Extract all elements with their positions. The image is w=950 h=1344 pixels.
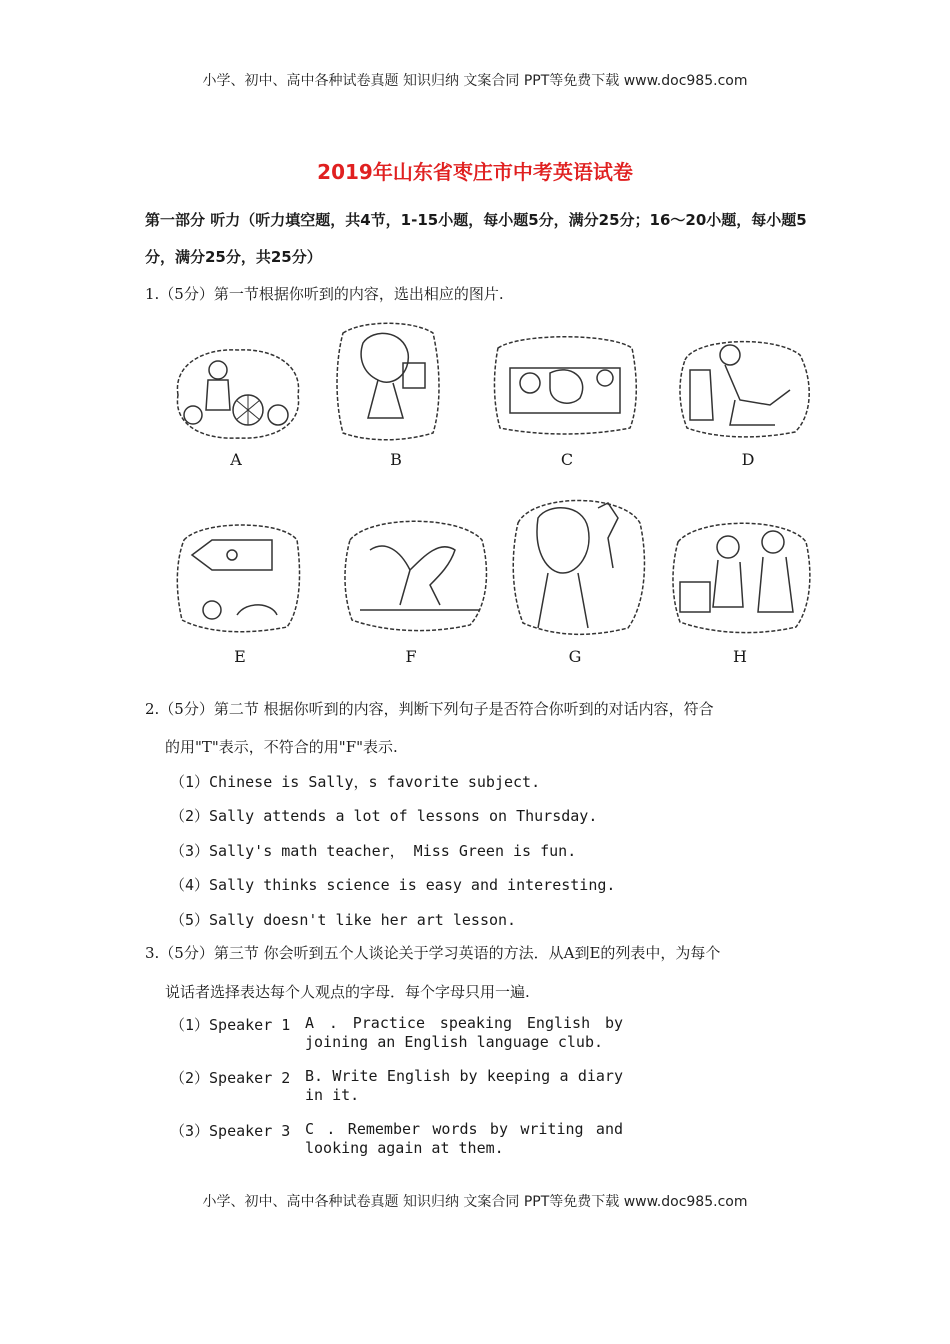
picture-label-b: B [390,450,402,469]
picture-a [168,340,308,445]
picture-label-f: F [405,647,417,666]
picture-b [333,318,443,443]
footer-banner: 小学、初中、高中各种试卷真题 知识归纳 文案合同 PPT等免费下载 www.doc985.com [202,1194,748,1210]
q2-item-5: （5）Sally doesn't like her art lesson. [170,911,517,929]
q3-option-c: C . Remember words by writing and looking again at them. [305,1120,623,1157]
part1-heading: 第一部分 听力（听力填空题，共4节，1-15小题，每小题5分，满分25分；16～20小题，每小题5分，满分25分，共25分） [145,211,807,266]
picture-e [172,515,302,635]
q2-item-1: （1）Chinese is Sally，s favorite subject. [170,773,541,791]
picture-label-g: G [568,647,582,666]
q2-item-3: （3）Sally's math teacher， Miss Green is fun. [170,842,577,860]
q1-text: 1.（5分）第一节根据你听到的内容，选出相应的图片. [145,285,504,303]
picture-label-a: A [230,450,242,469]
q3-line1: 3.（5分）第三节 你会听到五个人谈论关于学习英语的方法．从A到E的列表中，为每个 [145,944,721,962]
q2-item-4: （4）Sally thinks science is easy and interesting. [170,876,616,894]
q2-line1: 2.（5分）第二节 根据你听到的内容，判断下列句子是否符合你听到的对话内容，符合 [145,700,714,718]
q3-line2: 说话者选择表达每个人观点的字母．每个字母只用一遍. [165,983,530,1001]
header-banner: 小学、初中、高中各种试卷真题 知识归纳 文案合同 PPT等免费下载 www.doc985.com [202,73,748,89]
picture-label-h: H [733,647,747,666]
picture-c [490,328,640,438]
q2-line2: 的用"T"表示，不符合的用"F"表示. [165,738,398,756]
q3-speaker-3: （3）Speaker 3 [170,1122,291,1140]
picture-f [340,510,490,635]
q3-speaker-1: （1）Speaker 1 [170,1016,291,1034]
picture-g [508,488,648,638]
picture-label-d: D [741,450,755,469]
q2-item-2: （2）Sally attends a lot of lessons on Thursday. [170,807,598,825]
picture-label-e: E [234,647,246,666]
q3-option-a: A . Practice speaking English by joining an English language club. [305,1014,623,1051]
q3-option-b: B. Write English by keeping a diary in it. [305,1067,623,1104]
page-title: 2019年山东省枣庄市中考英语试卷 [317,160,633,184]
picture-label-c: C [560,450,574,469]
q3-speaker-2: （2）Speaker 2 [170,1069,291,1087]
picture-h [668,512,813,637]
picture-d [675,330,815,440]
